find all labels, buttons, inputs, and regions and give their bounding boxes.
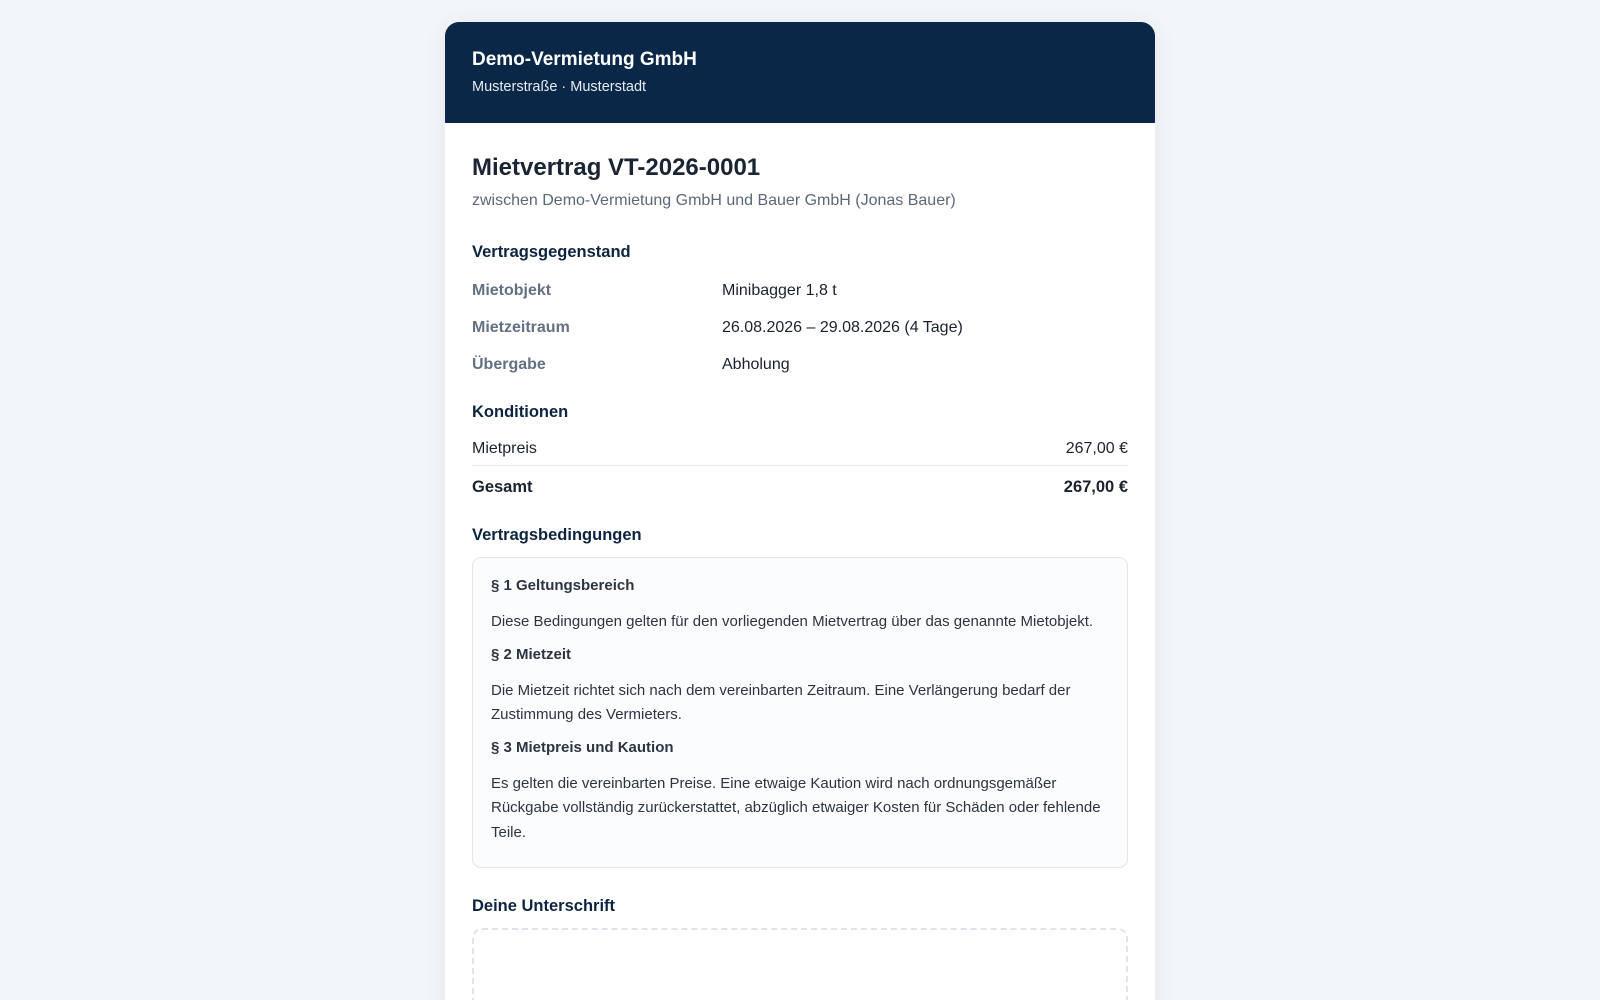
- detail-label: Mietobjekt: [472, 281, 552, 299]
- section-title-signature: Deine Unterschrift: [472, 897, 616, 915]
- company-header: [445, 22, 1155, 123]
- contract-card: [445, 22, 1155, 1000]
- section-title-subject: Vertragsgegenstand: [472, 243, 631, 261]
- price-row-total: [472, 466, 1128, 509]
- section-title-terms: Vertragsbedingungen: [472, 526, 642, 544]
- terms-box[interactable]: [472, 557, 1128, 868]
- term-text: Die Mietzeit richtet sich nach dem vereinbarten Zeitraum. Eine Verlängerung bedarf der Zustimmung des Vermieters.: [491, 681, 1071, 723]
- detail-row-rental-period: [472, 309, 1128, 346]
- term-text: Es gelten die vereinbarten Preise. Eine etwaige Kaution wird nach ordnungsgemäßer Rückgabe vollständig zurückerstattet, abzüglich etwaiger Kosten für Schäden oder fehlende Teile.: [491, 774, 1101, 841]
- contract-parties: zwischen Demo-Vermietung GmbH und Bauer GmbH (Jonas Bauer): [472, 192, 956, 209]
- term-text: Diese Bedingungen gelten für den vorliegenden Mietvertrag über das genannte Mietobjekt.: [491, 613, 1094, 630]
- company-name: Demo-Vermietung GmbH: [472, 49, 697, 70]
- subject-section: [472, 242, 1128, 383]
- detail-value: Abholung: [722, 355, 790, 373]
- detail-label: Mietzeitraum: [472, 318, 570, 336]
- term-heading: § 2 Mietzeit: [491, 645, 572, 663]
- subject-details: [472, 272, 1128, 383]
- price-value: 267,00 €: [1065, 440, 1128, 457]
- signature-section: [472, 896, 1128, 1000]
- detail-label: Übergabe: [472, 355, 546, 373]
- term-heading: § 3 Mietpreis und Kaution: [491, 738, 674, 756]
- detail-row-rental-object: [472, 272, 1128, 309]
- detail-value: 26.08.2026 – 29.08.2026 (4 Tage): [722, 318, 963, 336]
- total-value: 267,00 €: [1063, 478, 1128, 496]
- section-title-conditions: Konditionen: [472, 403, 569, 421]
- conditions-section: [472, 402, 1128, 509]
- contract-body: [445, 123, 1155, 1000]
- company-address: Musterstraße · Musterstadt: [472, 79, 647, 95]
- price-label: Mietpreis: [472, 440, 537, 457]
- total-label: Gesamt: [472, 478, 533, 496]
- terms-section: [472, 525, 1128, 868]
- term-heading: § 1 Geltungsbereich: [491, 577, 635, 594]
- detail-row-handover: [472, 346, 1128, 383]
- detail-value: Minibagger 1,8 t: [722, 281, 837, 299]
- price-row-rent: [472, 433, 1128, 466]
- signature-pad[interactable]: [472, 928, 1128, 1000]
- contract-title: Mietvertrag VT-2026-0001: [472, 154, 761, 181]
